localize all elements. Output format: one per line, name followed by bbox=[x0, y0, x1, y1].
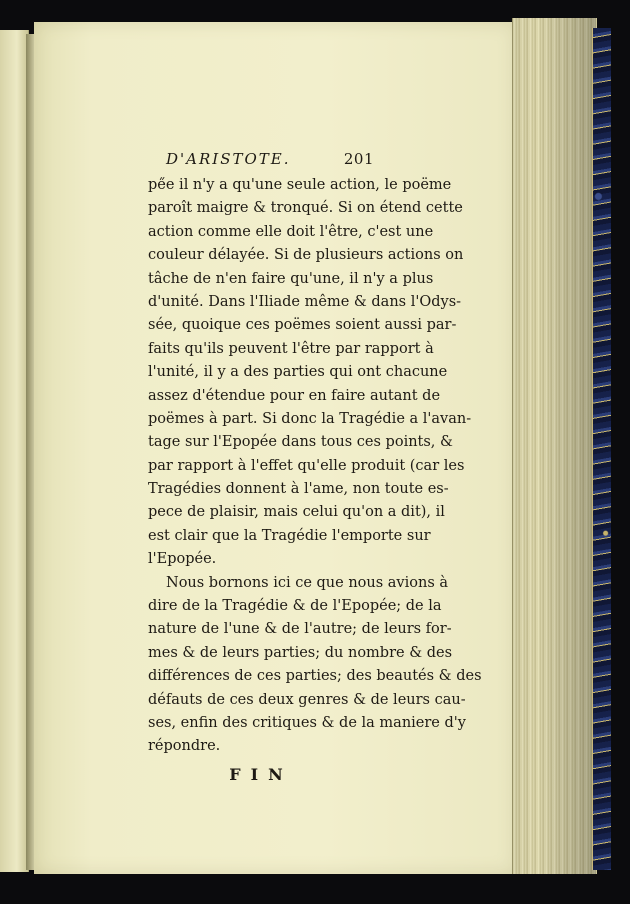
facing-page-edge bbox=[0, 30, 29, 872]
text-line: paroît maigre & tronqué. Si on étend cette bbox=[148, 200, 463, 217]
text-line: l'Epopée. bbox=[148, 551, 217, 568]
text-line: défauts de ces deux genres & de leurs cau- bbox=[148, 691, 466, 708]
text-line: pece de plaisir, mais celui qu'on a dit), il bbox=[148, 504, 445, 521]
page-text bbox=[148, 150, 482, 784]
text-line: d'unité. Dans l'Iliade même & dans l'Odys- bbox=[148, 293, 462, 310]
text-line: assez d'étendue pour en faire autant de bbox=[148, 387, 441, 404]
text-line: sée, quoique ces poëmes soient aussi par- bbox=[148, 317, 457, 334]
text-line: tage sur l'Epopée dans tous ces points, & bbox=[148, 434, 453, 451]
text-line: est clair que la Tragédie l'emporte sur bbox=[148, 527, 431, 544]
end-mark: FIN bbox=[229, 764, 293, 784]
text-line: l'unité, il y a des parties qui ont chacune bbox=[148, 364, 448, 381]
text-line: par rapport à l'effet qu'elle produit (car les bbox=[148, 457, 465, 474]
text-line: Nous bornons ici ce que nous avions à bbox=[166, 574, 449, 591]
page-header bbox=[148, 150, 374, 174]
text-line: couleur délayée. Si de plusieurs actions on bbox=[148, 247, 464, 264]
text-line: poëmes à part. Si donc la Tragédie a l'avan- bbox=[148, 410, 472, 427]
page-number: 201 bbox=[343, 150, 374, 168]
running-head: D'ARISTOTE. bbox=[166, 150, 291, 168]
paragraph-1 bbox=[148, 174, 472, 572]
paragraph-2 bbox=[148, 572, 482, 759]
text-line: pe̋e il n'y a qu'une seule action, le poëme bbox=[148, 177, 452, 193]
text-line: répondre. bbox=[148, 738, 221, 755]
text-line: mes & de leurs parties; du nombre & des bbox=[148, 644, 453, 661]
text-line: faits qu'ils peuvent l'être par rapport à bbox=[148, 340, 434, 357]
text-line: différences de ces parties; des beautés & des bbox=[148, 668, 482, 685]
text-line: action comme elle doit l'être, c'est une bbox=[148, 223, 434, 240]
page-edges-shadow bbox=[512, 18, 596, 874]
text-line: dire de la Tragédie & de l'Epopée; de la bbox=[148, 598, 442, 615]
text-line: tâche de n'en faire qu'une, il n'y a plus bbox=[148, 270, 434, 287]
text-line: ses, enfin des critiques & de la maniere d'y bbox=[148, 714, 466, 731]
text-line: nature de l'une & de l'autre; de leurs for- bbox=[148, 621, 452, 638]
text-line: Tragédies donnent à l'ame, non toute es- bbox=[148, 481, 449, 498]
marbled-cover-edge bbox=[592, 28, 611, 870]
